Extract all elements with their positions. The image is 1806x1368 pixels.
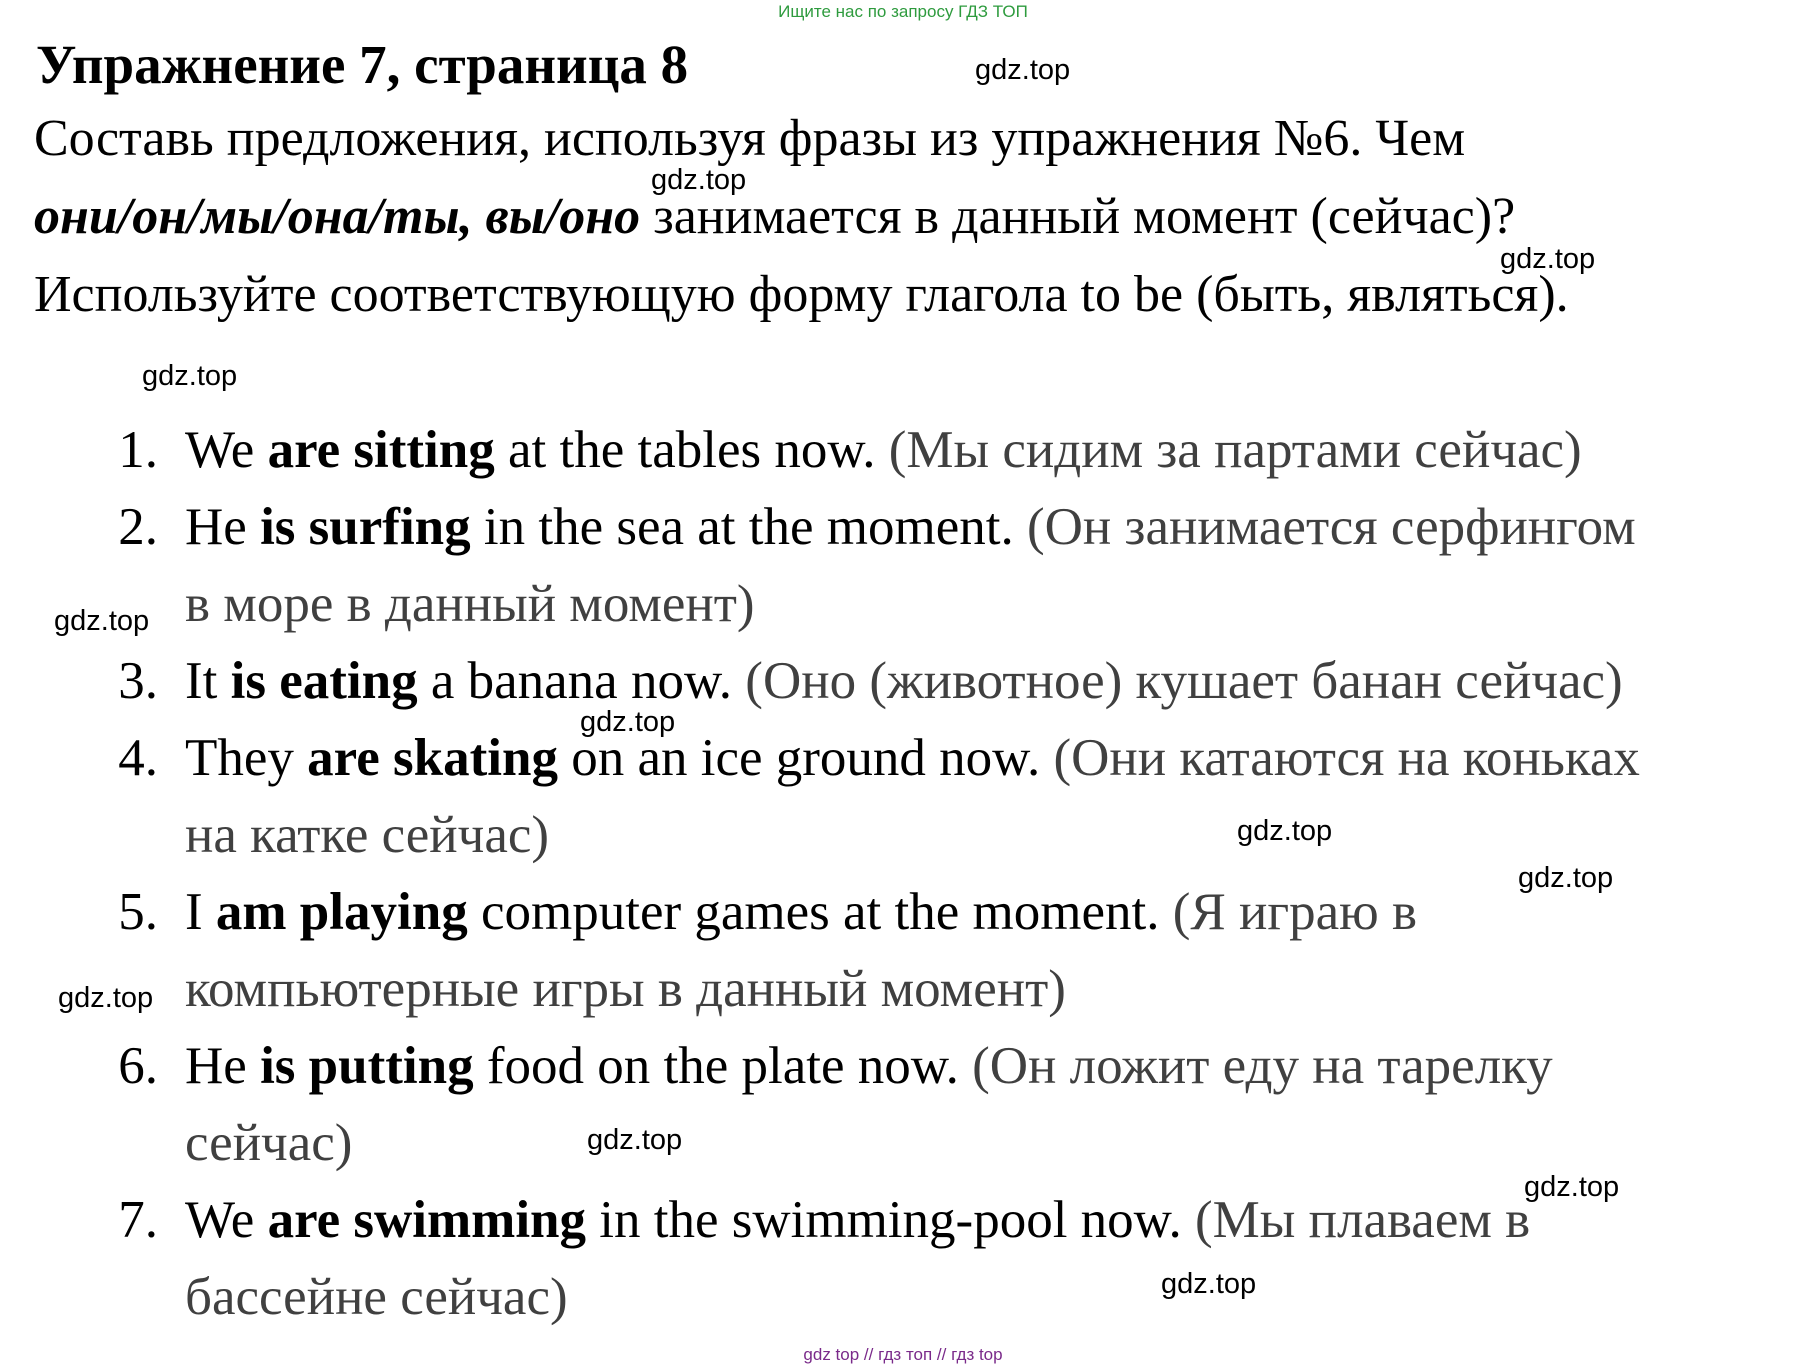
- item-verb: is putting: [260, 1037, 474, 1095]
- watermark: gdz.top: [54, 605, 150, 637]
- item-subject: He: [185, 498, 261, 556]
- footer-links: gdz top // гдз топ // гдз top: [803, 1345, 1003, 1364]
- watermark: gdz.top: [1518, 862, 1614, 894]
- instruction-line-2-rest: занимается в данный момент (сейчас)?: [640, 188, 1516, 245]
- item-translation: (Мы сидим за партами сейчас): [888, 421, 1582, 479]
- pronoun-list: они/он/мы/она/ты, вы/оно: [34, 188, 641, 245]
- list-item: [185, 1187, 1530, 1253]
- item-rest: computer games at the moment.: [467, 883, 1173, 941]
- watermark: gdz.top: [1161, 1268, 1257, 1300]
- item-translation-continued: в море в данный момент): [185, 575, 755, 633]
- item-subject: We: [185, 421, 268, 479]
- watermark: gdz.top: [580, 706, 676, 738]
- watermark: gdz.top: [975, 54, 1071, 86]
- page-title: Упражнение 7, страница 8: [36, 34, 689, 95]
- list-item: [185, 494, 1636, 560]
- watermark: gdz.top: [58, 982, 154, 1014]
- item-translation: (Я играю в: [1172, 883, 1417, 941]
- item-translation: (Оно (животное) кушает банан сейчас): [745, 652, 1623, 710]
- instruction-line-3: Используйте соответствующую форму глагола to be (быть, являться).: [34, 266, 1569, 323]
- item-verb: am playing: [215, 883, 468, 941]
- list-item: [185, 1033, 1553, 1099]
- item-number: 3.: [118, 652, 158, 710]
- item-number: 6.: [118, 1037, 158, 1095]
- watermark: gdz.top: [1524, 1171, 1620, 1203]
- item-rest: a banana now.: [417, 652, 746, 710]
- item-number: 4.: [118, 729, 158, 787]
- watermark: gdz.top: [587, 1124, 683, 1156]
- item-number: 5.: [118, 883, 158, 941]
- item-verb: are swimming: [267, 1191, 587, 1249]
- watermark: gdz.top: [1237, 815, 1333, 847]
- item-translation-continued: компьютерные игры в данный момент): [185, 960, 1066, 1018]
- item-verb: is surfing: [260, 498, 471, 556]
- item-verb: are sitting: [267, 421, 495, 479]
- item-subject: We: [185, 1191, 268, 1249]
- item-rest: in the sea at the moment.: [470, 498, 1027, 556]
- item-rest: on an ice ground now.: [557, 729, 1054, 787]
- item-subject: He: [185, 1037, 261, 1095]
- item-translation-continued: сейчас): [185, 1114, 353, 1172]
- item-number: 7.: [118, 1191, 158, 1249]
- item-verb: are skating: [307, 729, 558, 787]
- item-translation-continued: на катке сейчас): [185, 806, 550, 864]
- list-item: [185, 725, 1640, 791]
- watermark: gdz.top: [142, 360, 238, 392]
- instruction-line-2: [34, 184, 1515, 250]
- list-item: [185, 879, 1417, 945]
- item-translation: (Они катаются на коньках: [1053, 729, 1640, 787]
- watermark: gdz.top: [651, 164, 747, 196]
- item-number: 1.: [118, 421, 158, 479]
- instruction-line-1: Составь предложения, используя фразы из упражнения №6. Чем: [34, 110, 1466, 167]
- item-subject: I: [185, 883, 216, 941]
- item-subject: It: [185, 652, 231, 710]
- item-translation: (Мы плаваем в: [1195, 1191, 1531, 1249]
- item-translation: (Он ложит еду на тарелку: [972, 1037, 1553, 1095]
- item-translation-continued: бассейне сейчас): [185, 1268, 568, 1326]
- item-rest: at the tables now.: [494, 421, 889, 479]
- top-banner: Ищите нас по запросу ГДЗ ТОП: [778, 2, 1028, 21]
- list-item: [185, 648, 1623, 714]
- list-item: [185, 417, 1582, 483]
- item-rest: in the swimming-pool now.: [586, 1191, 1196, 1249]
- item-verb: is eating: [230, 652, 418, 710]
- item-subject: They: [185, 729, 308, 787]
- item-translation: (Он занимается серфингом: [1027, 498, 1636, 556]
- item-number: 2.: [118, 498, 158, 556]
- watermark: gdz.top: [1500, 243, 1596, 275]
- item-rest: food on the plate now.: [473, 1037, 973, 1095]
